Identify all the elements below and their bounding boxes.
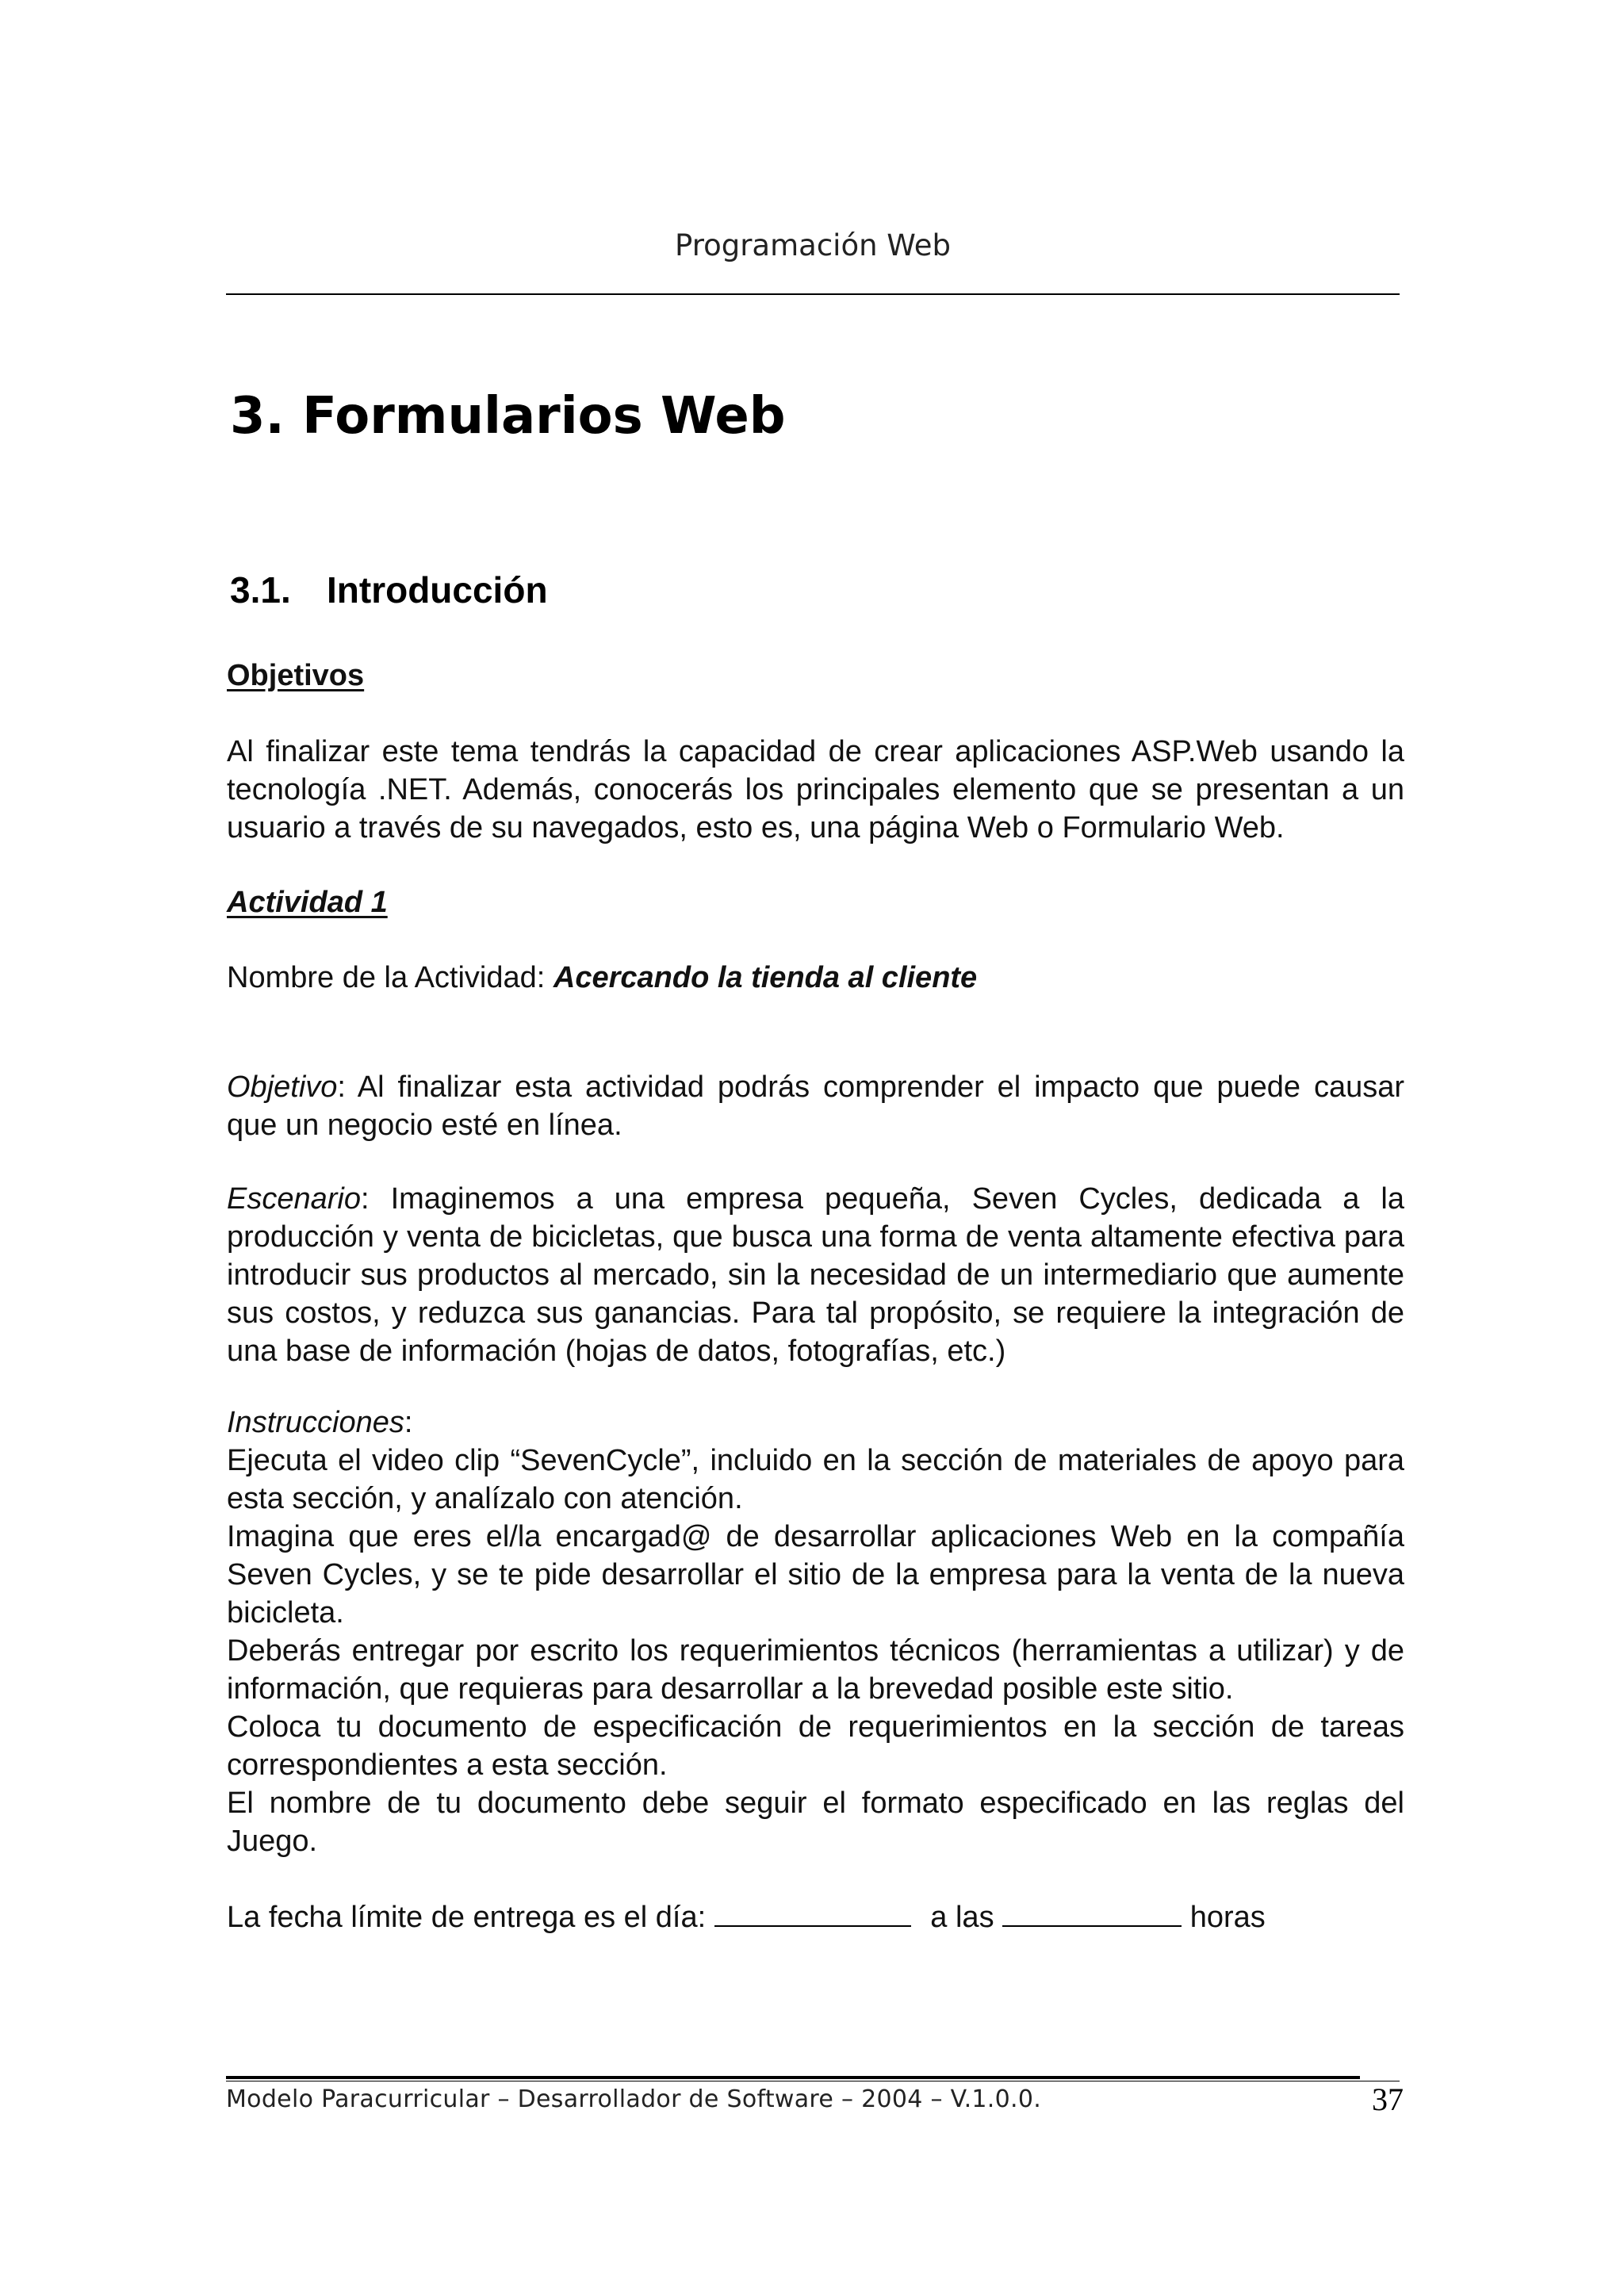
instruction-item: Ejecuta el video clip “SevenCycle”, incluido en la sección de materiales de apoyo para esta sección, y analízalo con atención.: [227, 1444, 1404, 1515]
deadline-hours: horas: [1189, 1901, 1266, 1934]
instructions-label: Instrucciones: [227, 1406, 404, 1439]
time-blank: [1002, 1898, 1182, 1927]
activity-heading-line: [227, 883, 1404, 921]
chapter-title: 3. Formularios Web: [230, 387, 786, 446]
instruction-item: Deberás entregar por escrito los requerimientos técnicos (herramientas a utilizar) y de información, que requieras para desarrollar a la brevedad posible este sitio.: [227, 1634, 1404, 1706]
instruction-item: Coloca tu documento de especificación de requerimientos en la sección de tareas correspondientes a esta sección.: [227, 1710, 1404, 1782]
running-header: Programación Web: [675, 228, 951, 262]
activity-heading: Actividad 1: [227, 886, 388, 919]
footer-rule: [226, 2076, 1360, 2079]
page-number: 37: [1372, 2081, 1404, 2117]
objective-paragraph: [227, 1068, 1404, 1144]
deadline-label: La fecha límite de entrega es el día:: [227, 1901, 707, 1934]
scenario-label: Escenario: [227, 1182, 361, 1216]
deadline-line: [227, 1898, 1404, 1936]
activity-name-line: [227, 959, 1404, 997]
activity-name-value: Acercando la tienda al cliente: [553, 961, 978, 994]
instructions-label-line: Instrucciones:: [227, 1406, 413, 1439]
section-heading: [230, 569, 548, 611]
objective-label: Objetivo: [227, 1070, 338, 1104]
body-content: [227, 657, 1404, 1936]
date-blank: [714, 1898, 911, 1927]
deadline-at: a las: [930, 1901, 994, 1934]
scenario-paragraph: [227, 1180, 1404, 1370]
objectives-paragraph: Al finalizar este tema tendrás la capacidad de crear aplicaciones ASP.Web usando la tecnología .NET. Además, conocerás los principales elemento que se presentan a un usuario a través de su navegados, esto es, una página Web o Formulario Web.: [227, 735, 1404, 844]
instruction-item: Imagina que eres el/la encargad@ de desarrollar aplicaciones Web en la compañía Seven Cycles, y se te pide desarrollar el sitio de la empresa para la venta de la nueva bicicleta.: [227, 1520, 1404, 1630]
objectives-heading: Objetivos: [227, 659, 365, 692]
objective-text: : Al finalizar esta actividad podrás comprender el impacto que puede causar que un negocio esté en línea.: [227, 1070, 1404, 1142]
section-title: Introducción: [327, 569, 548, 611]
instruction-item: El nombre de tu documento debe seguir el formato especificado en las reglas del Juego.: [227, 1787, 1404, 1858]
objectives-heading-line: [227, 657, 1404, 695]
footer-text: Modelo Paracurricular – Desarrollador de Software – 2004 – V.1.0.0.: [226, 2085, 1042, 2113]
header-rule: [226, 293, 1400, 295]
activity-name-label: Nombre de la Actividad:: [227, 961, 546, 994]
section-number: 3.1.: [230, 569, 291, 611]
scenario-text: : Imaginemos a una empresa pequeña, Seven Cycles, dedicada a la producción y venta de bicicletas, que busca una forma de venta altamente efectiva para introducir sus productos al mercado, sin la necesidad de un intermediario que aumente sus costos, y reduzca sus ganancias. Para tal propósito, se requiere la integración de una base de información (hojas de datos, fotografías, etc.): [227, 1182, 1404, 1368]
